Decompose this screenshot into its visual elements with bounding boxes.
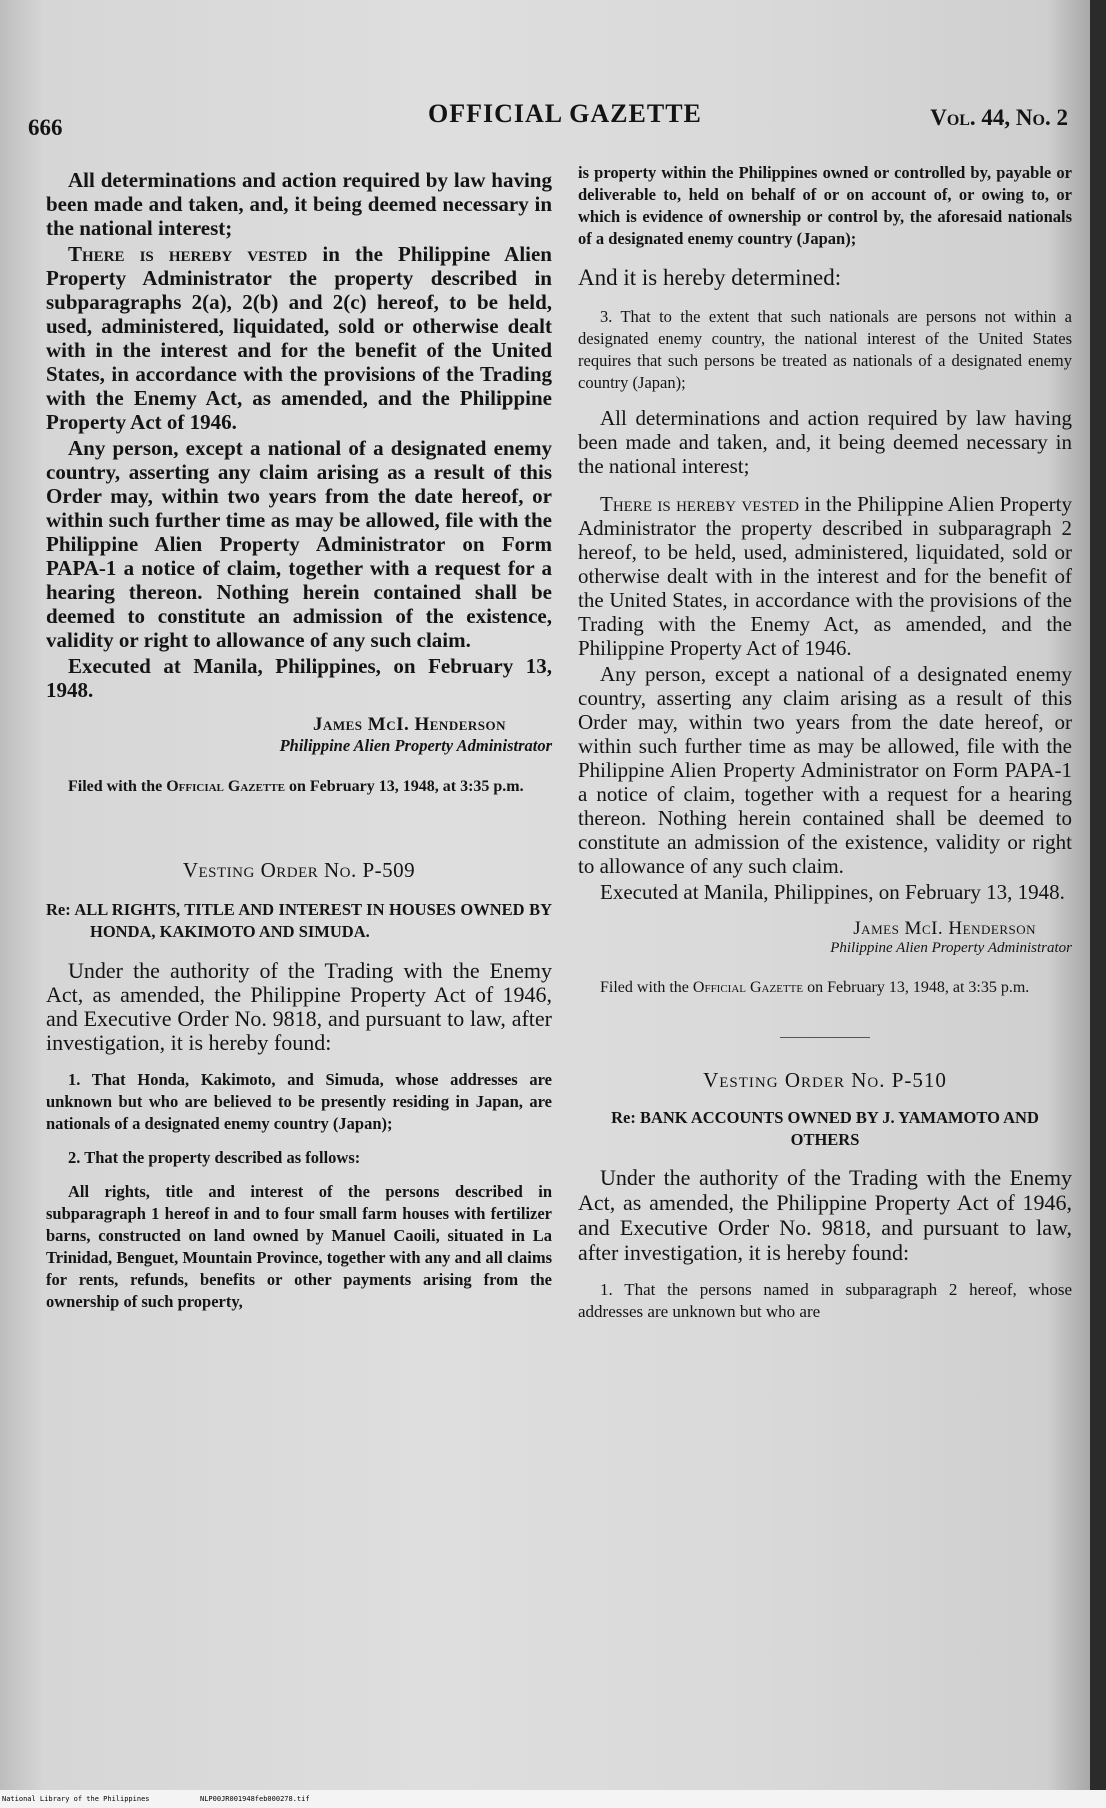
signature-name: James McI. Henderson — [312, 714, 506, 735]
paragraph: Under the authority of the Trading with the Enemy Act, as amended, the Philippine Property Act of 1946, and Executive Order No. 9818, and pursuant to law, after investigation, it is hereby found: — [46, 958, 552, 1055]
filed-note — [46, 776, 552, 798]
paragraph — [578, 492, 1072, 660]
paragraph: All determinations and action required by law having been made and taken, and, it being deemed necessary in the national interest; — [578, 406, 1072, 478]
re-label: Re: — [611, 1108, 636, 1127]
paragraph: is property within the Philippines owned or controlled by, payable or deliverable to, held on behalf of or on account of, or owing to, or which is evidence of ownership or control by, the aforesaid nationals of a designated enemy country (Japan); — [578, 163, 1072, 248]
scan-footer — [0, 1790, 1106, 1808]
filed-text: Filed with the — [600, 979, 693, 996]
paragraph: Any person, except a national of a designated enemy country, asserting any claim arising as a result of this Order may, within two years from the date hereof, or within such further time as may be allowed, file with the Philippine Alien Property Administrator on Form PAPA-1 a notice of claim, together with a request for a hearing thereon. Nothing herein contained shall be deemed to constitute an admission of the existence, validity or right to allowance of any such claim. — [578, 662, 1072, 878]
order-subject — [578, 1107, 1072, 1151]
signature-name: James McI. Henderson — [853, 918, 1036, 939]
finding-3: 3. That to the extent that such nationals are persons not within a designated enemy country, the national interest of the United States requires that such persons be treated as nationals of a designated enemy country (Japan); — [578, 307, 1072, 392]
finding-1: 1. That the persons named in subparagraph 2 hereof, whose addresses are unknown but who are — [578, 1280, 1072, 1321]
paragraph: Under the authority of the Trading with the Enemy Act, as amended, the Philippine Property Act of 1946, and Executive Order No. 9818, and pursuant to law, after investigation, it is hereby found: — [578, 1165, 1072, 1265]
filed-text: Filed with the — [68, 778, 167, 795]
footer-file: NLP00JR001948feb000278.tif — [200, 1795, 310, 1803]
volume-number: Vol. 44, No. 2 — [930, 105, 1068, 130]
section-divider — [780, 1037, 870, 1038]
order-subject — [46, 899, 552, 943]
re-text: ALL RIGHTS, TITLE AND INTEREST IN HOUSES OWNED BY HONDA, KAKIMOTO AND SIMUDA. — [74, 900, 552, 941]
paragraph-text: in the Philippine Alien Property Administrator the property described in subparagraph 2 hereof, to be held, used, administered, liquidated, sold or otherwise dealt with in the interest and for the benefit of the United States, in accordance with the provisions of the Trading with the Enemy Act, as amended, and the Philippine Property Act of 1946. — [578, 492, 1072, 660]
signature-title: Philippine Alien Property Administrator — [830, 940, 1072, 956]
paragraph: All determinations and action required by law having been made and taken, and, it being deemed necessary in the national interest; — [46, 168, 552, 240]
finding-1: 1. That Honda, Kakimoto, and Simuda, whose addresses are unknown but who are believed to be presently residing in Japan, are nationals of a designated enemy country (Japan); — [46, 1070, 552, 1133]
determined-heading: And it is hereby determined: — [578, 265, 842, 290]
right-column — [578, 162, 1072, 1323]
left-column — [46, 168, 552, 1313]
re-label: Re: — [46, 900, 71, 919]
paragraph: Executed at Manila, Philippines, on February 13, 1948. — [600, 880, 1065, 904]
property-description: All rights, title and interest of the persons described in subparagraph 1 hereof in and to four small farm houses with fertilizer barns, constructed on land owned by Manuel Caoili, situated in La Trinidad, Benguet, Mountain Province, together with any and all claims for rents, refunds, benefits or other payments arising from the ownership of such property, — [46, 1182, 552, 1311]
signature-title: Philippine Alien Property Administrator — [279, 736, 552, 755]
paragraph-text: in the Philippine Alien Property Administrator the property described in subparagraphs 2(a), 2(b) and 2(c) hereof, to be held, used, administered, liquidated, sold or otherwise dealt with in the interest and for the benefit of the United States, in accordance with the provisions of the Trading with the Enemy Act, as amended, and the Philippine Property Act of 1946. — [46, 242, 552, 434]
vesting-lead: There is hereby vested — [68, 242, 308, 266]
scan-edge — [1090, 0, 1106, 1808]
filed-note — [578, 977, 1072, 999]
re-text: BANK ACCOUNTS OWNED BY J. YAMAMOTO AND OTHERS — [639, 1108, 1039, 1149]
vesting-lead: There is hereby vested — [600, 492, 799, 516]
paragraph: Any person, except a national of a designated enemy country, asserting any claim arising as a result of this Order may, within two years from the date hereof, or within such further time as may be allowed, file with the Philippine Alien Property Administrator on Form PAPA-1 a notice of claim, together with a request for a hearing thereon. Nothing herein contained shall be deemed to constitute an admission of the existence, validity or right to allowance of any such claim. — [46, 436, 552, 652]
filed-gazette: Official Gazette — [692, 979, 804, 996]
page-number: 666 — [28, 115, 63, 140]
order-title: Vesting Order No. P-509 — [182, 858, 416, 882]
filed-gazette: Official Gazette — [166, 778, 285, 795]
paragraph: Executed at Manila, Philippines, on February 13, 1948. — [46, 654, 552, 702]
footer-library: National Library of the Philippines — [2, 1795, 150, 1803]
filed-date: on February 13, 1948, at 3:35 p.m. — [803, 979, 1030, 996]
page-header — [28, 95, 1068, 140]
paragraph — [46, 242, 552, 434]
running-title: OFFICIAL GAZETTE — [428, 99, 702, 128]
finding-2: 2. That the property described as follows: — [68, 1148, 361, 1167]
order-title: Vesting Order No. P-510 — [703, 1068, 947, 1092]
filed-date: on February 13, 1948, at 3:35 p.m. — [284, 778, 524, 795]
